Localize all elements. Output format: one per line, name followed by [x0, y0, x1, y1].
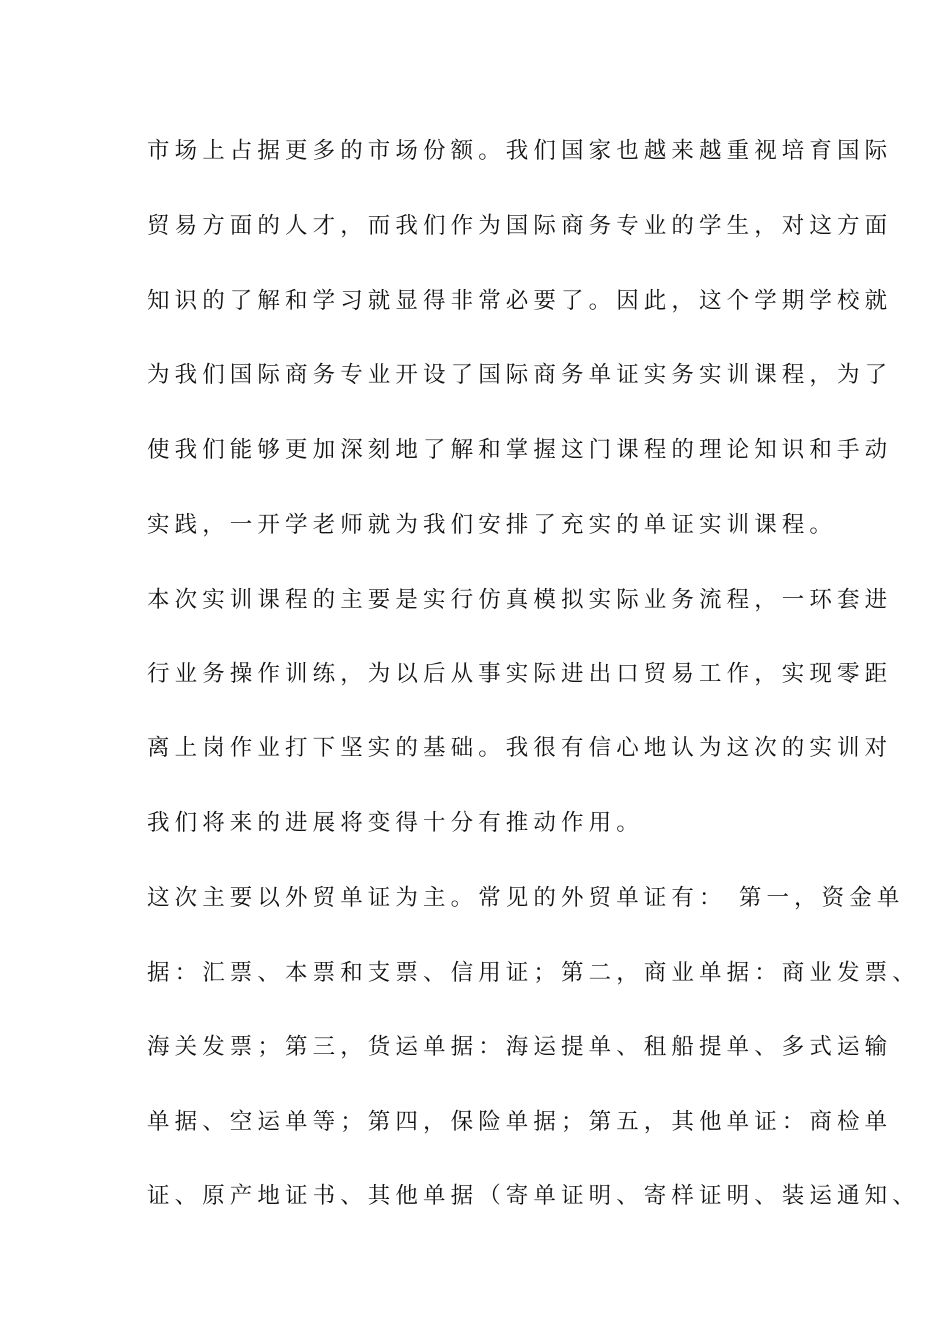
text-line: 我们将来的进展将变得十分有推动作用。 [147, 810, 644, 836]
text-line: 离上岗作业打下坚实的基础。我很有信心地认为这次的实训对 [147, 735, 893, 761]
text-line: 单据、空运单等；第四，保险单据；第五，其他单证：商检单 [147, 1109, 893, 1135]
text-line: 实践，一开学老师就为我们安排了充实的单证实训课程。 [147, 512, 838, 538]
text-line: 使我们能够更加深刻地了解和掌握这门课程的理论知识和手动 [147, 437, 893, 463]
text-line: 市场上占据更多的市场份额。我们国家也越来越重视培育国际 [147, 138, 893, 164]
text-line: 本次实训课程的主要是实行仿真模拟实际业务流程，一环套进 [147, 587, 893, 613]
text-line: 贸易方面的人才，而我们作为国际商务专业的学生，对这方面 [147, 213, 893, 239]
text-line: 为我们国际商务专业开设了国际商务单证实务实训课程，为了 [147, 362, 893, 388]
text-line: 行业务操作训练，为以后从事实际进出口贸易工作，实现零距 [147, 661, 893, 687]
text-line: 知识的了解和学习就显得非常必要了。因此，这个学期学校就 [147, 288, 893, 314]
text-line: 这次主要以外贸单证为主。常见的外贸单证有： 第一，资金单 [147, 885, 905, 911]
text-line: 海关发票；第三，货运单据：海运提单、租船提单、多式运输 [147, 1034, 893, 1060]
text-line: 据：汇票、本票和支票、信用证；第二，商业单据：商业发票、 [147, 960, 920, 986]
text-line: 证、原产地证书、其他单据（寄单证明、寄样证明、装运通知、 [147, 1183, 920, 1209]
